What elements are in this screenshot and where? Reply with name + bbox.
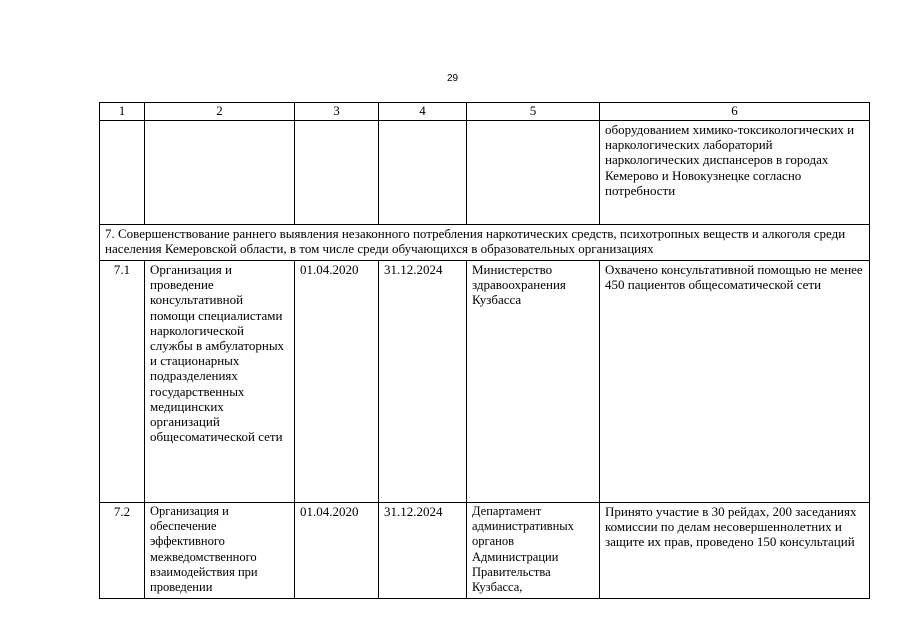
continuation-end-cell	[379, 121, 467, 225]
activity-cell: Организация и проведение консультативной помощи специалистами наркологической службы в амбулаторных и стационарных подразделениях государственных медицинских организаций общесоматической сети	[145, 261, 295, 503]
activity-cell: Организация и обеспечение эффективного межведомственного взаимодействия при проведении	[145, 503, 295, 599]
header-cell-5: 5	[467, 103, 600, 121]
activities-table	[99, 102, 870, 599]
table-row	[100, 503, 870, 599]
table-header-row	[100, 103, 870, 121]
section-row	[100, 225, 870, 261]
continuation-result-cell: оборудованием химико-токсикологических и наркологических лабораторий наркологических диспансеров в городах Кемерово и Новокузнецке согласно потребности	[600, 121, 870, 225]
result-cell: Принято участие в 30 рейдах, 200 заседаниях комиссии по делам несовершеннолетних и защите их прав, проведено 150 консультаций	[600, 503, 870, 599]
start-date-cell: 01.04.2020	[295, 261, 379, 503]
header-cell-2: 2	[145, 103, 295, 121]
end-date-cell: 31.12.2024	[379, 261, 467, 503]
result-cell: Охвачено консультативной помощью не менее 450 пациентов общесоматической сети	[600, 261, 870, 503]
continuation-executor-cell	[467, 121, 600, 225]
header-cell-4: 4	[379, 103, 467, 121]
header-cell-1: 1	[100, 103, 145, 121]
executor-cell: Департамент административных органов Администрации Правительства Кузбасса,	[467, 503, 600, 599]
end-date-cell: 31.12.2024	[379, 503, 467, 599]
continuation-start-cell	[295, 121, 379, 225]
executor-cell: Министерство здравоохранения Кузбасса	[467, 261, 600, 503]
start-date-cell: 01.04.2020	[295, 503, 379, 599]
continuation-num-cell	[100, 121, 145, 225]
row-number: 7.2	[100, 503, 145, 599]
header-cell-6: 6	[600, 103, 870, 121]
section-title: 7. Совершенствование раннего выявления незаконного потребления наркотических средств, психотропных веществ и алкоголя среди населения Кемеровской области, в том числе среди обучающихся в образовательных организациях	[100, 225, 870, 261]
row-number: 7.1	[100, 261, 145, 503]
continuation-row	[100, 121, 870, 225]
page-number: 29	[446, 73, 459, 84]
header-cell-3: 3	[295, 103, 379, 121]
continuation-activity-cell	[145, 121, 295, 225]
table-row	[100, 261, 870, 503]
